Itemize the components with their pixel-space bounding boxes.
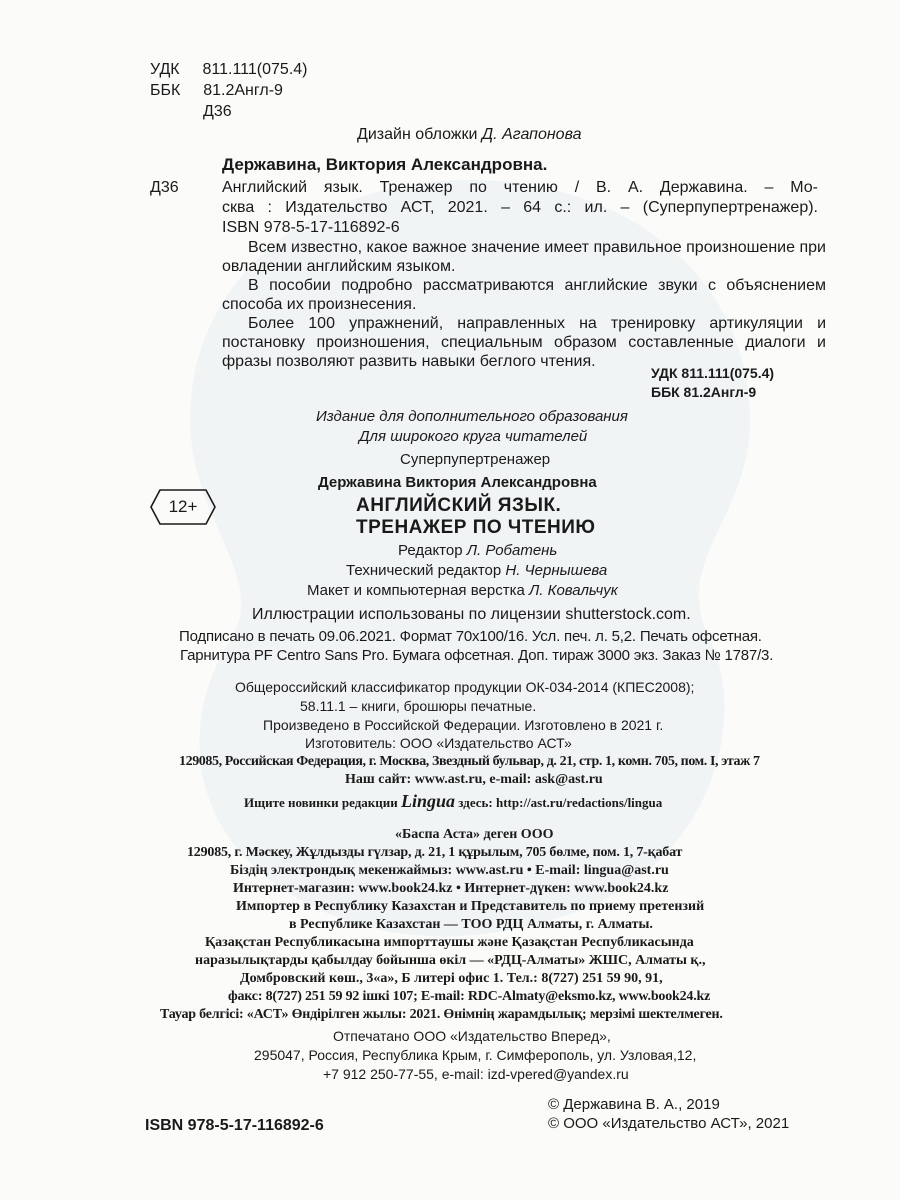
kz-line-1: «Баспа Аста» деген ООО (395, 827, 554, 842)
lingua-logo: Lingua (401, 791, 456, 811)
copyright-publisher: © ООО «Издательство АСТ», 2021 (548, 1115, 790, 1132)
classifier-line-4: Изготовитель: ООО «Издательство АСТ» (305, 735, 572, 751)
footer-isbn: ISBN 978-5-17-116892-6 (145, 1117, 324, 1134)
abstract-paragraph-2: В пособии подробно рассматриваются английские звуки с объяснением способа их произнесения. (222, 277, 826, 313)
classifier-line-1: Общероссийский классификатор продукции ОК-034-2014 (КПЕС2008); (235, 679, 695, 695)
series-name: Суперпупертренажер (400, 451, 551, 468)
classifier-line-5: 129085, Российская Федерация, г. Москва, Звездный бульвар, д. 21, стр. 1, комн. 705, пом. I, этаж 7 (179, 754, 760, 769)
abstract-udk: УДК 811.111(075.4) (651, 365, 775, 381)
biblio-line-2: сква : Издательство АСТ, 2021. – 64 с.: ил. – (Суперпупертренажер). (222, 199, 818, 216)
biblio-line-1: Английский язык. Тренажер по чтению / В. А. Державина. – Мо- (222, 179, 818, 196)
kz-line-11: Тауар белгісі: «АСТ» Өндірілген жылы: 2021. Өнімнің жарамдылық; мерзімі шектелмеген. (160, 1007, 723, 1022)
biblio-isbn: ISBN 978-5-17-116892-6 (222, 219, 400, 236)
book-title-line-2: ТРЕНАЖЕР ПО ЧТЕНИЮ (356, 517, 596, 538)
layout-name: Л. Ковальчук (528, 582, 618, 599)
editor-label: Редактор (398, 542, 463, 559)
author-code: Д36 (203, 103, 232, 120)
edition-line-2: Для широкого круга читателей (359, 428, 588, 445)
edition-line-1: Издание для дополнительного образования (316, 408, 628, 425)
tech-editor-label: Технический редактор (346, 562, 502, 579)
classifier-line-3: Произведено в Российской Федерации. Изготовлено в 2021 г. (263, 717, 664, 733)
udk-label: УДК (150, 61, 180, 78)
kz-line-2: 129085, г. Мәскеу, Жұлдызды гүлзар, д. 21, 1 құрылым, 705 бөлме, пом. 1, 7-қабат (187, 845, 683, 860)
abstract-paragraph-3: Более 100 упражнений, направленных на тренировку артикуляции и постановку произношения, специальным образом составленные диалоги и фразы позволяют развить навыки беглого чтения. (222, 315, 826, 370)
bbk-line (150, 81, 283, 100)
printer-line-3: +7 912 250-77-55, e-mail: izd-vpered@yandex.ru (323, 1066, 629, 1082)
tech-editor-name: Н. Чернышева (505, 562, 608, 579)
print-info-line-2: Гарнитура PF Centro Sans Pro. Бумага офсетная. Доп. тираж 3000 экз. Заказ № 1787/3. (180, 647, 774, 664)
udk-value: 811.111(075.4) (202, 61, 308, 78)
cover-design-line (357, 125, 581, 144)
print-info-line-1: Подписано в печать 09.06.2021. Формат 70x100/16. Усл. печ. л. 5,2. Печать офсетная. (179, 628, 762, 645)
copyright-author: © Державина В. А., 2019 (548, 1096, 720, 1113)
biblio-code: Д36 (150, 179, 179, 196)
author-heading: Державина, Виктория Александровна. (222, 155, 548, 174)
book-title-line-1: АНГЛИЙСКИЙ ЯЗЫК. (356, 495, 562, 516)
kz-line-7: Қазақстан Республикасына импорттаушы және Қазақстан Республикасында (205, 935, 694, 950)
age-rating-badge (150, 489, 216, 525)
lingua-line (244, 792, 662, 812)
editor-name: Л. Робатень (466, 542, 558, 559)
abstract-paragraph-1: Всем известно, какое важное значение имеет правильное произношение при овладении английским языком. (222, 239, 826, 275)
kz-line-4: Интернет-магазин: www.book24.kz • Интернет-дүкен: www.book24.kz (233, 881, 669, 896)
udk-line (150, 60, 307, 79)
author-name: Державина Виктория Александровна (318, 474, 597, 491)
kz-line-8: наразылықтарды қабылдау бойынша өкіл — «РДЦ-Алматы» ЖШС, Алматы қ., (195, 953, 706, 968)
lingua-suffix: здесь: http://ast.ru/redactions/lingua (458, 795, 663, 810)
kz-line-3: Біздің электрондық мекенжаймыз: www.ast.ru • E-mail: lingua@ast.ru (230, 863, 669, 878)
editor-credit (398, 542, 557, 560)
age-rating: 12+ (168, 497, 198, 516)
kz-line-10: факс: 8(727) 251 59 92 ішкі 107; E-mail: RDC-Almaty@eksmo.kz, www.book24.kz (228, 989, 711, 1004)
classifier-line-2: 58.11.1 – книги, брошюры печатные. (300, 698, 537, 714)
classifier-line-6: Наш сайт: www.ast.ru, e-mail: ask@ast.ru (345, 772, 603, 787)
layout-credit (307, 582, 618, 600)
kz-line-6: в Республике Казахстан — ТОО РДЦ Алматы, г. Алматы. (289, 917, 653, 932)
kz-line-5: Импортер в Республику Казахстан и Представитель по приему претензий (236, 899, 705, 914)
abstract-bbk: ББК 81.2Англ-9 (651, 384, 757, 400)
bbk-value: 81.2Англ-9 (203, 82, 283, 99)
printer-line-2: 295047, Россия, Республика Крым, г. Симферополь, ул. Узловая,12, (254, 1047, 697, 1063)
cover-design-label: Дизайн обложки (357, 126, 478, 143)
lingua-prefix: Ищите новинки редакции (244, 795, 398, 810)
printer-line-1: Отпечатано ООО «Издательство Вперед», (333, 1028, 611, 1044)
illustrations-credit: Иллюстрации использованы по лицензии shutterstock.com. (252, 606, 691, 623)
kz-line-9: Домбровский көш., 3«а», Б литері офис 1. Тел.: 8(727) 251 59 90, 91, (240, 971, 663, 986)
tech-editor-credit (346, 562, 607, 580)
abstract (222, 238, 826, 371)
layout-label: Макет и компьютерная верстка (307, 582, 525, 599)
cover-designer: Д. Агапонова (481, 126, 582, 143)
bbk-label: ББК (150, 82, 181, 99)
